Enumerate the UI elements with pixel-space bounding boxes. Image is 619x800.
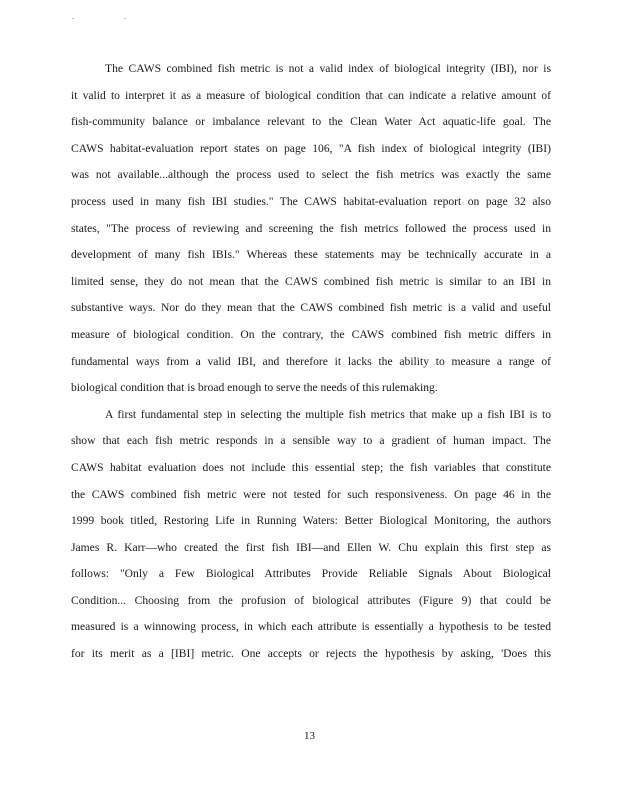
text-line: biological condition that is broad enough to serve the needs of this rulemaking. xyxy=(71,381,438,395)
text-line: was not available...although the process used to select the fish metrics was exactly the same xyxy=(71,168,551,182)
text-line: the CAWS combined fish metric were not tested for such responsiveness. On page 46 in the xyxy=(71,487,551,501)
text-line: Condition... Choosing from the profusion of biological attributes (Figure 9) that could be xyxy=(71,593,551,607)
text-line: show that each fish metric responds in a sensible way to a gradient of human impact. The xyxy=(71,434,551,448)
text-line: it valid to interpret it as a measure of biological condition that can indicate a relative amount of xyxy=(71,88,551,102)
page-number: 13 xyxy=(304,730,315,742)
text-line: fundamental ways from a valid IBI, and therefore it lacks the ability to measure a range of xyxy=(71,354,551,368)
text-line: measured is a winnowing process, in which each attribute is essentially a hypothesis to be tested xyxy=(71,620,551,634)
text-line: James R. Karr—who created the first fish IBI—and Ellen W. Chu explain this first step as xyxy=(71,540,551,554)
text-line: CAWS habitat evaluation does not include this essential step; the fish variables that constitute xyxy=(71,460,551,474)
text-line: 1999 book titled, Restoring Life in Running Waters: Better Biological Monitoring, the authors xyxy=(71,514,551,528)
text-line: development of many fish IBIs." Whereas these statements may be technically accurate in a xyxy=(71,248,551,262)
paragraph-1 xyxy=(71,56,551,402)
text-line: substantive ways. Nor do they mean that the CAWS combined fish metric is a valid and useful xyxy=(71,301,551,315)
scan-marks: . . xyxy=(72,12,150,21)
text-line: limited sense, they do not mean that the CAWS combined fish metric is similar to an IBI in xyxy=(71,274,551,288)
text-line: states, "The process of reviewing and screening the fish metrics followed the process used in xyxy=(71,221,551,235)
text-line: for its merit as a [IBI] metric. One accepts or rejects the hypothesis by asking, 'Does this xyxy=(71,647,551,661)
text-line: CAWS habitat-evaluation report states on page 106, "A fish index of biological integrity (IBI) xyxy=(71,141,551,155)
text-line: process used in many fish IBI studies." The CAWS habitat-evaluation report on page 32 also xyxy=(71,194,551,208)
text-line: follows: "Only a Few Biological Attributes Provide Reliable Signals About Biological xyxy=(71,567,551,581)
text-line: The CAWS combined fish metric is not a valid index of biological integrity (IBI), nor is xyxy=(105,62,551,75)
text-line: fish-community balance or imbalance relevant to the Clean Water Act aquatic-life goal. The xyxy=(71,115,551,129)
text-line: A first fundamental step in selecting the multiple fish metrics that make up a fish IBI is to xyxy=(105,407,551,421)
text-line: measure of biological condition. On the contrary, the CAWS combined fish metric differs in xyxy=(71,327,551,341)
paragraph-2 xyxy=(71,402,551,668)
body-text xyxy=(71,56,551,668)
